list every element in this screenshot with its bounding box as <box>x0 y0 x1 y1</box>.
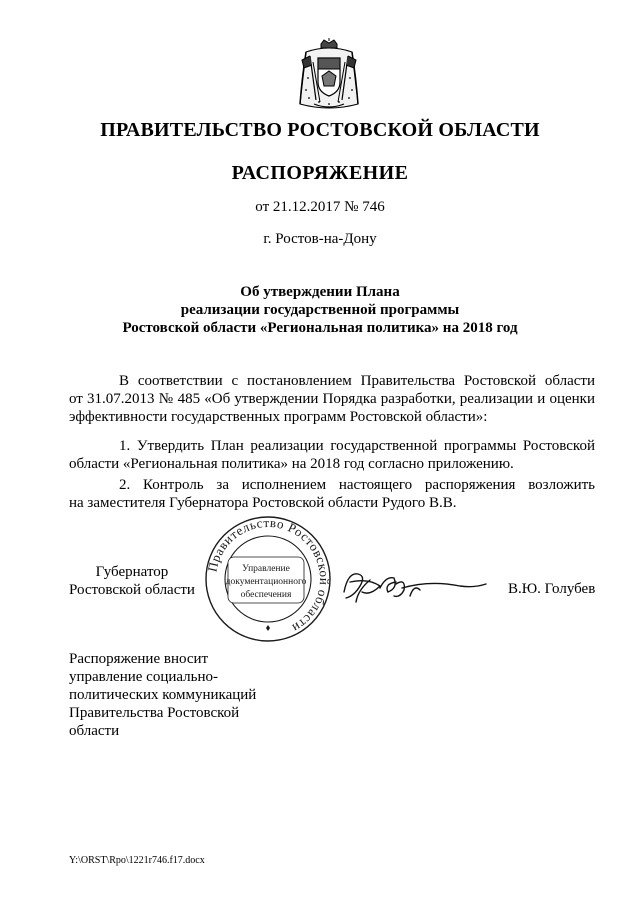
file-path: Y:\ORST\Rpo\1221r746.f17.docx <box>69 855 205 866</box>
note-line: управление социально- <box>69 669 219 685</box>
handwritten-signature-icon <box>340 562 490 612</box>
signatory-name: В.Ю. Голубев <box>508 581 596 597</box>
signatory-position-line: Ростовской области <box>69 582 195 598</box>
stamp-inner-line: Управление <box>242 564 290 574</box>
paragraph-line: эффективности государственных программ Ростовской области»: <box>69 409 488 425</box>
stamp-outer-text: Правительство Ростовской области <box>204 515 332 637</box>
stamp-star-icon <box>266 625 270 631</box>
note-line: Распоряжение вносит <box>69 651 209 667</box>
document-subject <box>0 283 640 337</box>
note-line: политических коммуникаций <box>69 687 257 703</box>
government-title: ПРАВИТЕЛЬСТВО РОСТОВСКОЙ ОБЛАСТИ <box>100 119 540 141</box>
preamble-paragraph <box>69 372 595 426</box>
paragraph-line: области «Региональная политика» на 2018 год согласно приложению. <box>69 456 514 472</box>
paragraph-line: 1. Утвердить План реализации государственной программы Ростовской <box>119 438 595 454</box>
subject-line: Ростовской области «Региональная политика» на 2018 год <box>122 320 518 336</box>
paragraph-line: от 31.07.2013 № 485 «Об утверждении Порядка разработки, реализации и оценки <box>69 391 595 407</box>
coat-of-arms-icon <box>294 38 364 114</box>
stamp-inner-line: документационного <box>225 577 307 587</box>
stamp-inner-line: обеспечения <box>240 590 292 600</box>
subject-line: реализации государственной программы <box>180 302 460 318</box>
note-line: области <box>69 723 120 739</box>
document-date-number: от 21.12.2017 № 746 <box>255 199 385 215</box>
paragraph-line: 2. Контроль за исполнением настоящего распоряжения возложить <box>119 477 595 493</box>
signatory-position-line: Губернатор <box>95 564 169 580</box>
subject-line: Об утверждении Плана <box>240 284 400 300</box>
submitted-by-note <box>69 650 256 740</box>
document-city: г. Ростов-на-Дону <box>263 231 377 247</box>
order-item-2 <box>69 476 595 512</box>
order-item-1 <box>69 437 595 473</box>
paragraph-line: на заместителя Губернатора Ростовской области Рудого В.В. <box>69 495 457 511</box>
note-line: Правительства Ростовской <box>69 705 240 721</box>
paragraph-line: В соответствии с постановлением Правительства Ростовской области <box>119 373 595 389</box>
signatory-position <box>69 563 195 599</box>
official-stamp <box>204 515 332 643</box>
document-type: РАСПОРЯЖЕНИЕ <box>231 162 409 184</box>
